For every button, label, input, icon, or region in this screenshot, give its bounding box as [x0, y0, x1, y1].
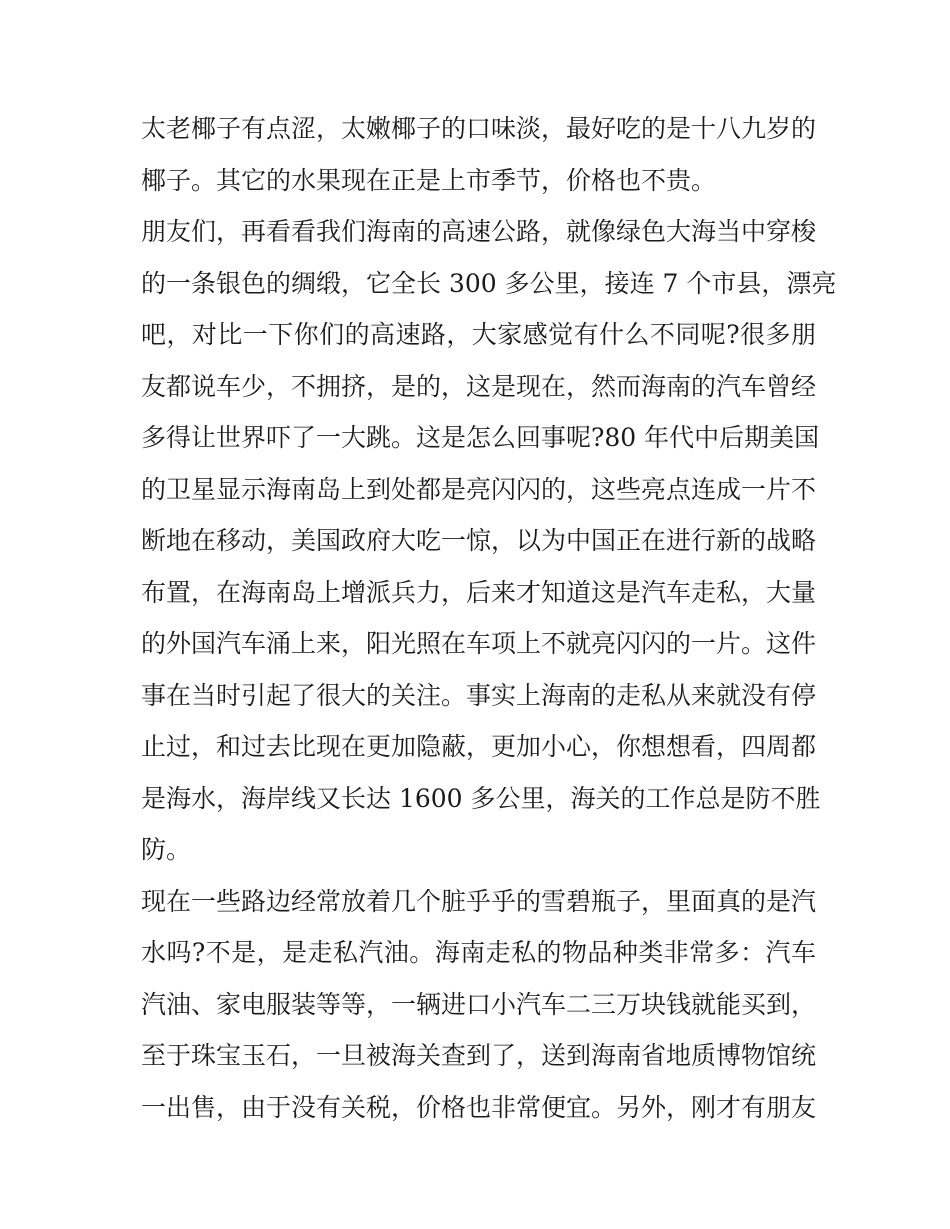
document-body [141, 103, 837, 1133]
text-line: 断地在移动，美国政府大吃一惊，以为中国正在进行新的战略 [141, 526, 817, 555]
text-line: 多得让世界吓了一大跳。这是怎么回事呢?80 年代中后期美国 [141, 423, 820, 452]
text-line: 事在当时引起了很大的关注。事实上海南的走私从来就没有停 [141, 680, 817, 710]
text-line: 的外国汽车涌上来，阳光照在车项上不就亮闪闪的一片。这件 [141, 629, 817, 658]
text-line: 太老椰子有点涩，太嫩椰子的口味淡，最好吃的是十八九岁的 [141, 114, 817, 143]
text-line: 水吗?不是，是走私汽油。海南走私的物品种类非常多：汽车 [141, 938, 816, 967]
text-line: 至于珠宝玉石，一旦被海关查到了，送到海南省地质博物馆统 [141, 1041, 817, 1070]
text-line: 的一条银色的绸缎，它全长 300 多公里，接连 7 个市县，漂亮 [141, 268, 837, 298]
text-line: 朋友们，再看看我们海南的高速公路，就像绿色大海当中穿梭 [141, 217, 817, 246]
text-line: 防。 [141, 835, 192, 864]
text-line: 的卫星显示海南岛上到处都是亮闪闪的，这些亮点连成一片不 [141, 474, 817, 504]
text-line: 友都说车少，不拥挤，是的，这是现在，然而海南的汽车曾经 [141, 371, 817, 401]
text-line: 椰子。其它的水果现在正是上市季节，价格也不贵。 [141, 165, 717, 195]
paragraph-highway [141, 206, 837, 876]
paragraph-coconut [141, 103, 816, 206]
text-line: 是海水，海岸线又长达 1600 多公里，海关的工作总是防不胜 [141, 783, 821, 813]
paragraph-smuggling [141, 876, 816, 1134]
text-line: 现在一些路边经常放着几个脏乎乎的雪碧瓶子，里面真的是汽 [141, 886, 817, 916]
text-line: 汽油、家电服装等等，一辆进口小汽车二三万块钱就能买到， [141, 989, 817, 1019]
text-line: 布置，在海南岛上增派兵力，后来才知道这是汽车走私，大量 [141, 577, 817, 607]
text-line: 一出售，由于没有关税，价格也非常便宜。另外，刚才有朋友 [141, 1092, 817, 1122]
text-line: 止过，和过去比现在更加隐蔽，更加小心，你想想看，四周都 [141, 732, 817, 761]
text-line: 吧，对比一下你们的高速路，大家感觉有什么不同呢?很多朋 [141, 320, 816, 349]
